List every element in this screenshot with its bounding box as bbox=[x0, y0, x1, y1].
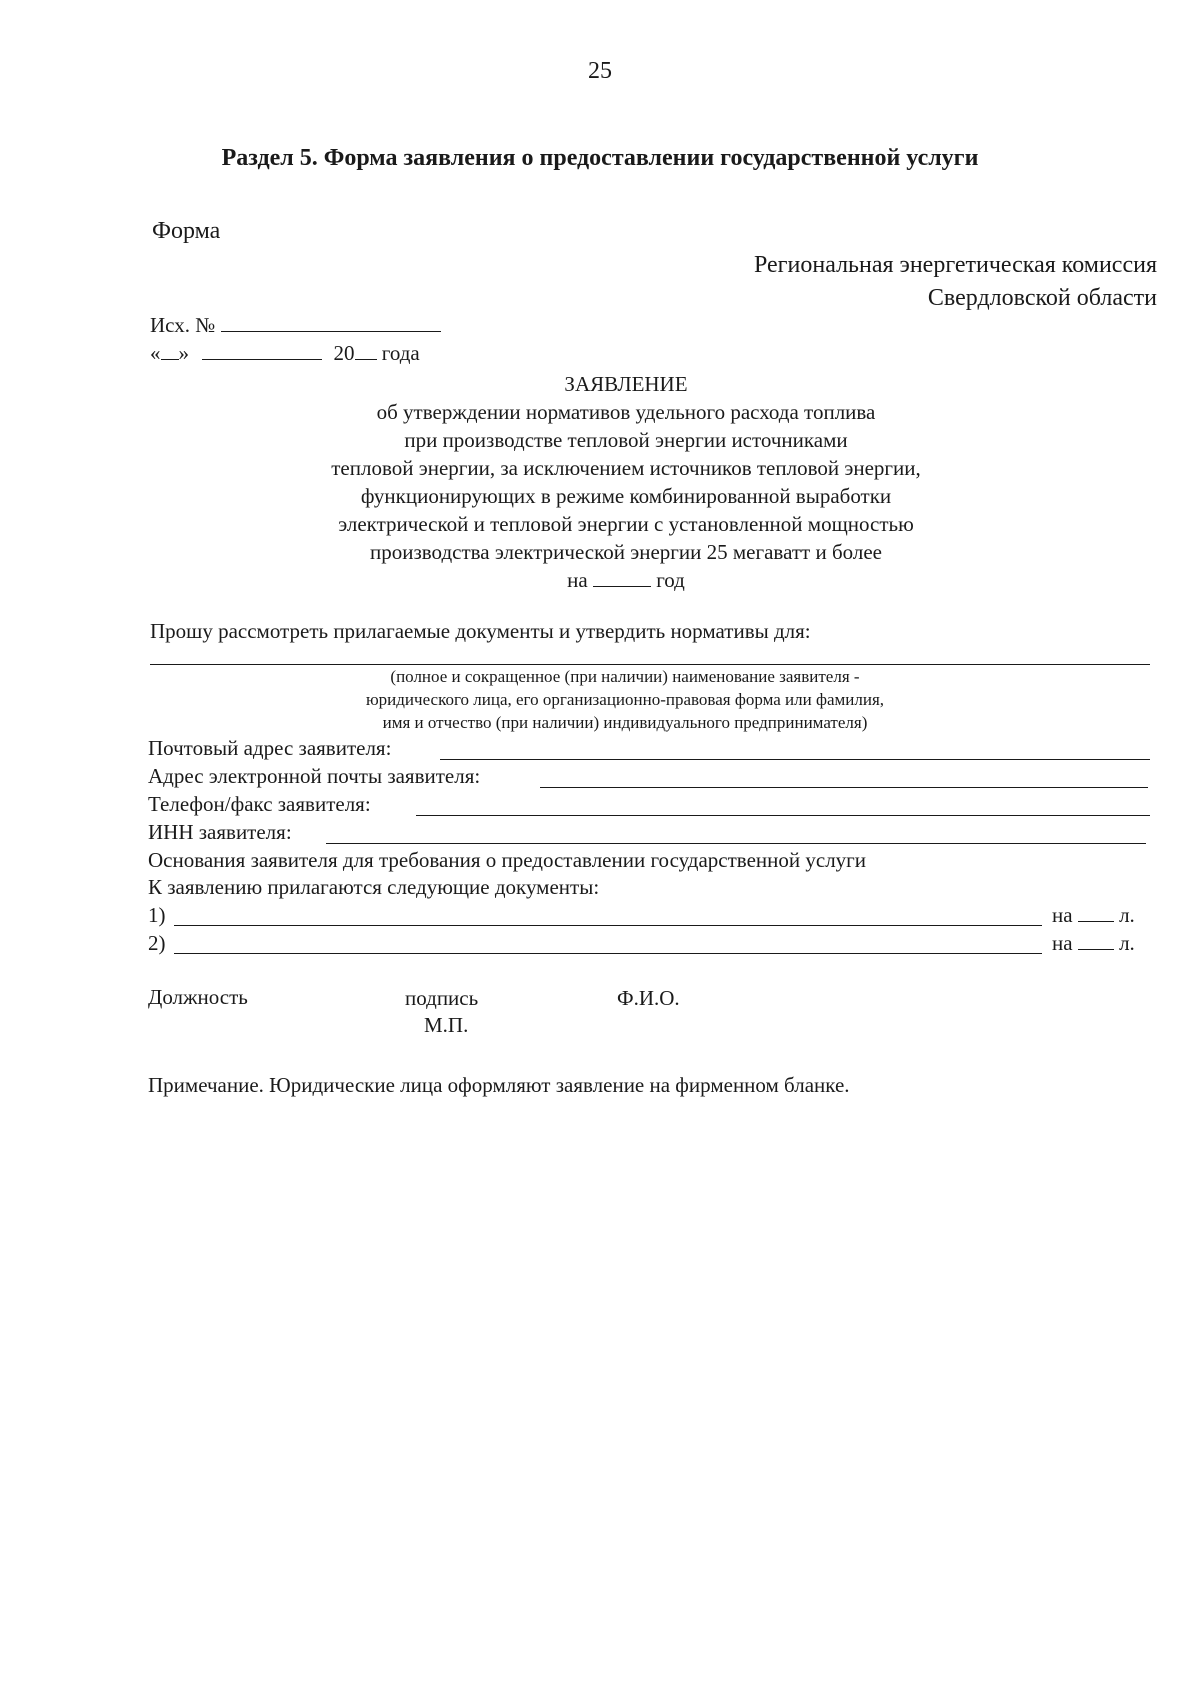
attachments-text: К заявлению прилагаются следующие документы: bbox=[148, 875, 600, 899]
phone-fax-label: Телефон/факс заявителя: bbox=[148, 792, 371, 816]
signature-position: Должность bbox=[148, 985, 248, 1009]
postal-address-field[interactable] bbox=[440, 759, 1150, 760]
statement-line-2: при производстве тепловой энергии источниками bbox=[404, 428, 848, 452]
postal-address-label: Почтовый адрес заявителя: bbox=[148, 736, 392, 760]
applicant-name-line[interactable] bbox=[150, 664, 1150, 665]
email-label: Адрес электронной почты заявителя: bbox=[148, 764, 481, 788]
statement-year-prefix: на bbox=[567, 568, 588, 592]
statement-line-4: функционирующих в режиме комбинированной выработки bbox=[360, 484, 892, 508]
request-text: Прошу рассмотреть прилагаемые документы и утвердить нормативы для: bbox=[150, 619, 811, 643]
attachment-1-number: 1) bbox=[148, 903, 166, 927]
outgoing-date-row bbox=[150, 341, 420, 366]
attachment-2-field[interactable] bbox=[174, 953, 1042, 954]
date-year-suffix: года bbox=[381, 341, 420, 365]
attachment-1-unit: л. bbox=[1119, 903, 1135, 927]
statement-year-blank[interactable] bbox=[593, 586, 651, 587]
attachment-2-unit: л. bbox=[1119, 931, 1135, 955]
attachment-1-field[interactable] bbox=[174, 925, 1042, 926]
signature-signature: подпись bbox=[405, 986, 479, 1010]
date-month-blank[interactable] bbox=[202, 359, 322, 360]
date-day-blank[interactable] bbox=[161, 359, 179, 360]
attachment-2-pages-blank[interactable] bbox=[1078, 949, 1114, 950]
statement-line-1: об утверждении нормативов удельного расхода топлива bbox=[376, 400, 876, 424]
email-field[interactable] bbox=[540, 787, 1148, 788]
outgoing-number-blank[interactable] bbox=[221, 331, 441, 332]
form-label: Форма bbox=[152, 218, 221, 244]
attachment-1-pages bbox=[1052, 903, 1135, 928]
attachment-2-number: 2) bbox=[148, 931, 166, 955]
section-title: Раздел 5. Форма заявления о предоставлении государственной услуги bbox=[221, 145, 979, 171]
date-year-blank[interactable] bbox=[355, 359, 377, 360]
applicant-hint-3: имя и отчество (при наличии) индивидуального предпринимателя) bbox=[382, 713, 868, 732]
outgoing-number-label: Исх. № bbox=[150, 313, 216, 337]
phone-fax-field[interactable] bbox=[416, 815, 1150, 816]
date-year-prefix: 20 bbox=[333, 341, 355, 365]
grounds-text: Основания заявителя для требования о предоставлении государственной услуги bbox=[148, 848, 867, 872]
addressee-line-1: Региональная энергетическая комиссия bbox=[753, 252, 1157, 278]
statement-year-suffix: год bbox=[656, 568, 685, 592]
date-quote-open: « bbox=[150, 341, 161, 365]
statement-year-row bbox=[0, 568, 1200, 593]
attachment-1-pages-blank[interactable] bbox=[1078, 921, 1114, 922]
attachment-2-pages bbox=[1052, 931, 1135, 956]
inn-field[interactable] bbox=[326, 843, 1146, 844]
note-text: Примечание. Юридические лица оформляют заявление на фирменном бланке. bbox=[148, 1073, 850, 1097]
signature-full-name: Ф.И.О. bbox=[617, 986, 680, 1010]
statement-line-3: тепловой энергии, за исключением источников тепловой энергии, bbox=[331, 456, 921, 480]
applicant-hint-2: юридического лица, его организационно-правовая форма или фамилия, bbox=[365, 690, 885, 709]
applicant-hint-1: (полное и сокращенное (при наличии) наименование заявителя - bbox=[390, 667, 860, 686]
outgoing-number-row bbox=[150, 313, 441, 338]
attachment-1-on: на bbox=[1052, 903, 1073, 927]
attachment-2-on: на bbox=[1052, 931, 1073, 955]
signature-stamp: М.П. bbox=[424, 1013, 469, 1037]
date-quote-close: » bbox=[178, 341, 189, 365]
page-number: 25 bbox=[588, 58, 612, 84]
statement-line-5: электрической и тепловой энергии с установленной мощностью bbox=[338, 512, 914, 536]
statement-line-6: производства электрической энергии 25 мегаватт и более bbox=[370, 540, 882, 564]
statement-title: ЗАЯВЛЕНИЕ bbox=[564, 372, 688, 396]
addressee-line-2: Свердловской области bbox=[927, 285, 1157, 311]
inn-label: ИНН заявителя: bbox=[148, 820, 292, 844]
